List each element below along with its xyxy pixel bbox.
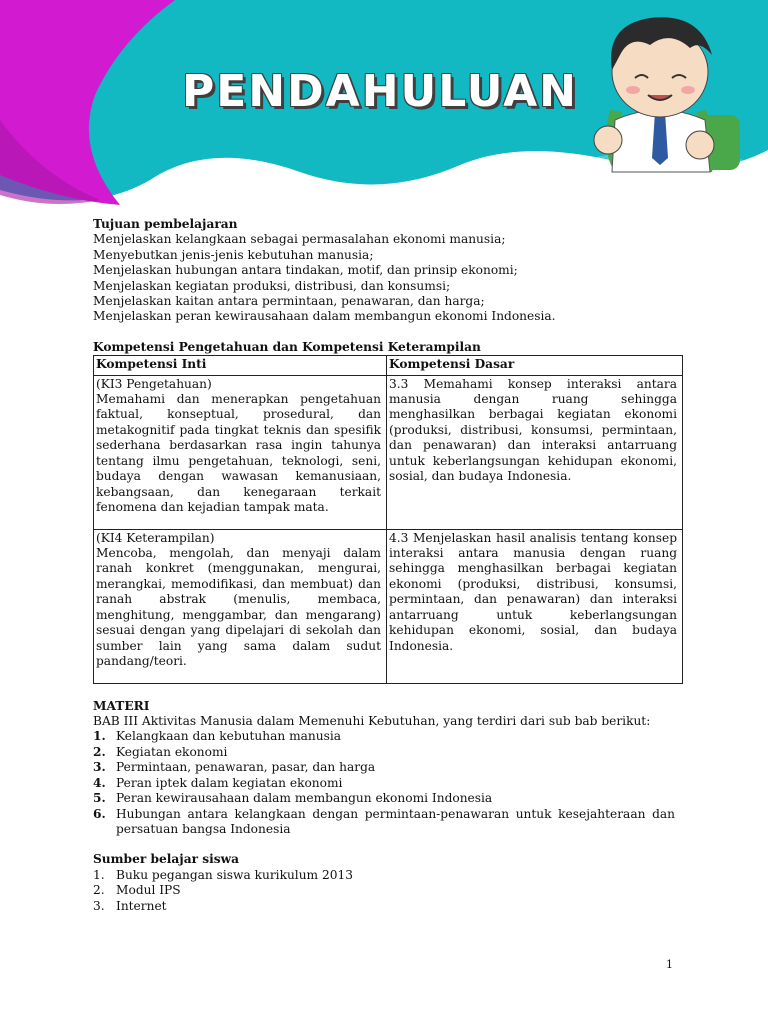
kd-cell xyxy=(387,529,683,683)
kd-text: 3.3 Memahami konsep interaksi antara manusia dengan ruang sehingga menghasilkan berbagai kegiatan ekonomi (produksi, distribusi, konsumsi, permintaan, dan penawaran) dan interaksi antarruang untuk keberlangsungan kehidupan ekonomi, sosial, dan budaya Indonesia. xyxy=(389,376,677,484)
list-item xyxy=(93,791,675,806)
document-body xyxy=(93,217,675,914)
col-header-inti: Kompetensi Inti xyxy=(94,356,387,375)
list-text: Hubungan antara kelangkaan dengan permintaan-penawaran untuk kesejahteraan dan persatuan bangsa Indonesia xyxy=(116,806,675,836)
list-item xyxy=(93,729,675,744)
sumber-list xyxy=(93,868,675,914)
list-item xyxy=(93,883,675,898)
kd-text: 4.3 Menjelaskan hasil analisis tentang konsep interaksi antara manusia dengan ruang sehingga menghasilkan berbagai kegiatan ekonomi (produksi, distribusi, konsumsi, permintaan, dan penawaran) dan interaksi antarruang untuk keberlangsungan kehidupan ekonomi, sosial, dan budaya Indonesia. xyxy=(389,530,677,653)
table-row xyxy=(94,529,683,683)
sumber-heading: Sumber belajar siswa xyxy=(93,852,240,867)
ki-cell xyxy=(94,375,387,529)
list-text: Modul IPS xyxy=(116,883,181,898)
ki-title: (KI3 Pengetahuan) xyxy=(96,376,212,391)
tujuan-item: Menjelaskan kelangkaan sebagai permasalahan ekonomi manusia; xyxy=(93,232,506,247)
list-number: 2. xyxy=(93,883,105,898)
list-item xyxy=(93,776,675,791)
tujuan-item: Menjelaskan kegiatan produksi, distribusi, dan konsumsi; xyxy=(93,278,451,293)
tujuan-item: Menyebutkan jenis-jenis kebutuhan manusia; xyxy=(93,247,374,262)
list-text: Peran kewirausahaan dalam membangun ekonomi Indonesia xyxy=(116,791,493,806)
list-number: 5. xyxy=(93,791,106,806)
list-text: Internet xyxy=(116,898,167,913)
tujuan-list xyxy=(93,232,675,324)
list-text: Buku pegangan siswa kurikulum 2013 xyxy=(116,867,354,882)
list-number: 3. xyxy=(93,760,106,775)
list-number: 1. xyxy=(93,729,106,744)
list-item xyxy=(93,745,675,760)
list-text: Peran iptek dalam kegiatan ekonomi xyxy=(116,775,343,790)
tujuan-item: Menjelaskan peran kewirausahaan dalam membangun ekonomi Indonesia. xyxy=(93,309,556,324)
kompetensi-heading: Kompetensi Pengetahuan dan Kompetensi Keterampilan xyxy=(93,339,481,354)
list-number: 2. xyxy=(93,744,106,759)
kompetensi-table xyxy=(93,355,683,683)
list-item xyxy=(93,760,675,775)
ki-text: Mencoba, mengolah, dan menyaji dalam ranah konkret (menggunakan, mengurai, merangkai, memodifikasi, dan membuat) dan ranah abstrak (menulis, membaca, menghitung, menggambar, dan mengarang) sesuai dengan yang dipelajari di sekolah dan sumber lain yang sama dalam sudut pandang/teori. xyxy=(96,546,381,668)
list-number: 4. xyxy=(93,775,106,790)
table-row xyxy=(94,375,683,529)
list-item xyxy=(93,807,675,838)
tujuan-item: Menjelaskan hubungan antara tindakan, motif, dan prinsip ekonomi; xyxy=(93,263,518,278)
tujuan-item: Menjelaskan kaitan antara permintaan, penawaran, dan harga; xyxy=(93,294,485,309)
ki-text: Memahami dan menerapkan pengetahuan faktual, konseptual, prosedural, dan metakognitif pada tingkat teknis dan spesifik sederhana berdasarkan rasa ingin tahunya tentang ilmu pengetahuan, teknologi, seni, budaya dengan wawasan kemanusiaan, kebangsaan, dan kenegaraan terkait fenomena dan kejadian tampak mata. xyxy=(96,392,381,514)
ki-cell xyxy=(94,529,387,683)
kd-cell xyxy=(387,375,683,529)
banner-title: PENDAHULUAN xyxy=(182,66,578,117)
list-text: Kegiatan ekonomi xyxy=(116,744,228,759)
list-item xyxy=(93,899,675,914)
col-header-dasar: Kompetensi Dasar xyxy=(387,356,683,375)
tujuan-heading: Tujuan pembelajaran xyxy=(93,217,238,231)
table-header-row xyxy=(94,356,683,375)
list-text: Permintaan, penawaran, pasar, dan harga xyxy=(116,760,376,775)
page-number: 1 xyxy=(666,958,673,971)
list-number: 3. xyxy=(93,898,105,913)
ki-title: (KI4 Keterampilan) xyxy=(96,530,215,545)
list-number: 1. xyxy=(93,867,105,882)
list-item xyxy=(93,868,675,883)
list-number: 6. xyxy=(93,806,106,821)
materi-list xyxy=(93,729,675,837)
materi-heading: MATERI xyxy=(93,698,150,713)
list-text: Kelangkaan dan kebutuhan manusia xyxy=(116,729,342,744)
materi-intro: BAB III Aktivitas Manusia dalam Memenuhi Kebutuhan, yang terdiri dari sub bab berikut: xyxy=(93,714,651,729)
